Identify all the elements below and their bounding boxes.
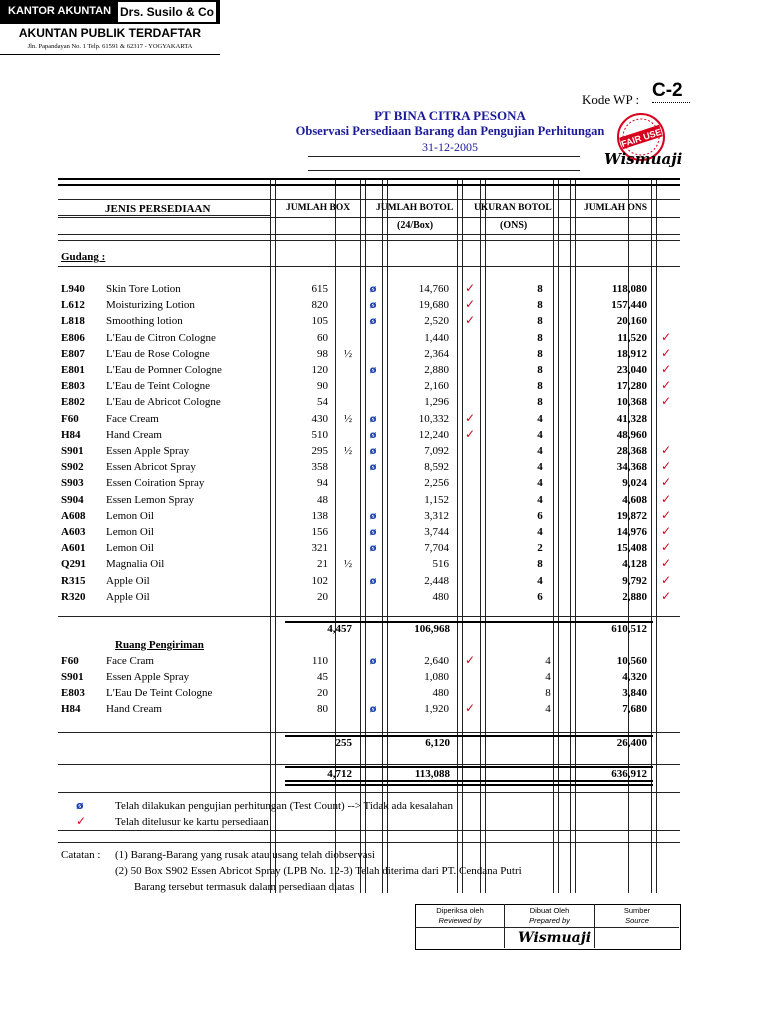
item-code: S901 — [61, 445, 84, 457]
bottle-size: 4 — [537, 526, 543, 538]
notes-label: Catatan : — [61, 849, 101, 861]
preparer-signature: Wismuaji — [518, 930, 592, 946]
item-code: E807 — [61, 348, 85, 360]
box-count: 295 — [311, 445, 328, 457]
item-name: Essen Lemon Spray — [106, 494, 194, 506]
ons-total: 11,520 — [617, 332, 647, 344]
source-label: Sumber — [623, 906, 651, 915]
item-name: Smoothing lotion — [106, 315, 183, 327]
bottle-count: 516 — [432, 558, 449, 570]
pengiriman-total-box: 255 — [335, 737, 352, 749]
half-box: ½ — [343, 558, 353, 570]
bottle-size: 4 — [537, 413, 543, 425]
firm-box — [0, 0, 220, 55]
item-name: Skin Tore Lotion — [106, 283, 181, 295]
box-count: 358 — [311, 461, 328, 473]
col-botol-sub: (24/Box) — [397, 220, 434, 231]
item-name: Face Cream — [106, 413, 159, 425]
reviewed-label-en: Reviewed by — [438, 916, 482, 925]
item-code: R320 — [61, 591, 86, 603]
item-code: F60 — [61, 655, 79, 667]
bottle-count: 1,920 — [424, 703, 449, 715]
grand-total-botol: 113,088 — [414, 768, 450, 780]
col-jenis: JENIS PERSEDIAAN — [105, 203, 211, 215]
half-box: ½ — [343, 348, 353, 360]
box-count: 94 — [317, 477, 328, 489]
traced-check-icon: ✓ — [660, 378, 672, 392]
note-3: Barang tersebut termasuk dalam persediaan diatas — [134, 881, 355, 893]
bottle-count: 3,744 — [424, 526, 449, 538]
ons-total: 48,960 — [616, 429, 647, 441]
traced-check-icon: ✓ — [660, 573, 672, 587]
traced-check-icon: ✓ — [660, 443, 672, 457]
gudang-label: Gudang : — [61, 251, 106, 263]
ons-total: 10,368 — [616, 396, 647, 408]
item-code: S901 — [61, 671, 84, 683]
box-count: 430 — [311, 413, 328, 425]
kode-value: C-2 — [652, 80, 683, 101]
ons-total: 19,872 — [616, 510, 647, 522]
bottle-size: 4 — [537, 494, 543, 506]
ons-total: 18,912 — [616, 348, 647, 360]
box-count: 80 — [317, 703, 328, 715]
ons-total: 10,560 — [616, 655, 647, 667]
bottle-count: 19,680 — [418, 299, 449, 311]
item-code: S902 — [61, 461, 84, 473]
traced-check-icon: ✓ — [660, 508, 672, 522]
box-count: 110 — [311, 655, 328, 667]
bottle-count: 1,152 — [424, 494, 449, 506]
kode-label: Kode WP : — [582, 92, 640, 107]
pengiriman-total-ons: 26,400 — [616, 737, 647, 749]
item-code: S903 — [61, 477, 84, 489]
traced-check-icon: ✓ — [464, 281, 476, 295]
bottle-count: 2,880 — [424, 364, 449, 376]
bottle-count: 7,092 — [424, 445, 449, 457]
firm-kantor: KANTOR AKUNTAN — [8, 5, 112, 17]
bottle-size: 4 — [537, 429, 543, 441]
stamp-text: FAIR USE — [620, 126, 663, 150]
box-count: 98 — [317, 348, 328, 360]
bottle-size: 4 — [537, 445, 543, 457]
ons-total: 118,080 — [611, 283, 647, 295]
bottle-size: 8 — [545, 687, 551, 699]
ons-total: 17,280 — [616, 380, 647, 392]
item-code: H84 — [61, 429, 81, 441]
test-count-icon: ø — [369, 511, 377, 522]
item-code: E803 — [61, 380, 85, 392]
bottle-count: 10,332 — [418, 413, 449, 425]
bottle-size: 4 — [545, 655, 551, 667]
test-count-icon: ø — [369, 284, 377, 295]
item-code: A603 — [61, 526, 86, 538]
test-count-icon: ø — [369, 543, 377, 554]
bottle-count: 2,364 — [424, 348, 449, 360]
item-name: Essen Coiration Spray — [106, 477, 205, 489]
reviewed-label: Diperiksa oleh — [436, 906, 484, 915]
test-count-icon: ø — [369, 300, 377, 311]
bottle-count: 2,640 — [424, 655, 449, 667]
item-code: E801 — [61, 364, 85, 376]
item-name: Lemon Oil — [106, 510, 154, 522]
bottle-size: 6 — [537, 510, 543, 522]
ons-total: 9,792 — [622, 575, 647, 587]
test-count-icon: ø — [369, 462, 377, 473]
box-count: 60 — [317, 332, 328, 344]
bottle-count: 7,704 — [424, 542, 449, 554]
note-2: (2) 50 Box S902 Essen Abricot Spray (LPB No. 12-3) Telah diterima dari PT. Cendana Putri — [115, 865, 522, 877]
traced-check-icon: ✓ — [464, 411, 476, 425]
item-code: S904 — [61, 494, 84, 506]
item-name: L'Eau de Abricot Cologne — [106, 396, 221, 408]
bottle-size: 8 — [537, 315, 543, 327]
test-count-icon: ø — [369, 576, 377, 587]
item-name: Moisturizing Lotion — [106, 299, 195, 311]
test-count-icon: ø — [369, 365, 377, 376]
ons-total: 28,368 — [616, 445, 647, 457]
ons-total: 4,608 — [622, 494, 647, 506]
bottle-size: 8 — [537, 380, 543, 392]
firm-banner — [0, 0, 220, 24]
traced-check-icon: ✓ — [660, 459, 672, 473]
traced-check-icon: ✓ — [660, 524, 672, 538]
pengiriman-total-botol: 6,120 — [425, 737, 450, 749]
item-name: Essen Apple Spray — [106, 671, 190, 683]
item-name: Apple Oil — [106, 591, 150, 603]
ons-total: 7,680 — [622, 703, 647, 715]
item-code: E806 — [61, 332, 85, 344]
item-name: Face Cram — [106, 655, 154, 667]
item-name: L'Eau de Pomner Cologne — [106, 364, 222, 376]
ons-total: 2,880 — [622, 591, 647, 603]
bottle-size: 4 — [537, 461, 543, 473]
ons-total: 4,128 — [622, 558, 647, 570]
bottle-count: 1,440 — [424, 332, 449, 344]
bottle-count: 2,160 — [424, 380, 449, 392]
item-name: Magnalia Oil — [106, 558, 165, 570]
traced-check-icon: ✓ — [464, 297, 476, 311]
test-count-icon: ø — [369, 527, 377, 538]
legend-test-text: Telah dilakukan pengujian perhitungan (Test Count) --> Tidak ada kesalahan — [115, 800, 453, 812]
col-ukuran: UKURAN BOTOL — [474, 203, 552, 213]
box-count: 20 — [317, 591, 328, 603]
firm-name: Drs. Susilo & Co — [118, 2, 216, 22]
item-name: L'Eau De Teint Cologne — [106, 687, 213, 699]
item-name: Essen Abricot Spray — [106, 461, 196, 473]
legend-check-text: Telah ditelusur ke kartu persediaan — [115, 816, 269, 828]
firm-akuntan: AKUNTAN PUBLIK TERDAFTAR — [18, 26, 202, 40]
item-name: L'Eau de Citron Cologne — [106, 332, 216, 344]
ons-total: 34,368 — [616, 461, 647, 473]
bottle-size: 8 — [537, 558, 543, 570]
traced-check-icon: ✓ — [660, 330, 672, 344]
bottle-count: 14,760 — [418, 283, 449, 295]
test-count-icon: ø — [369, 430, 377, 441]
document-title: Observasi Persediaan Barang dan Pengujian Perhitungan — [295, 124, 605, 138]
paraf-signature: Wismuaji — [604, 150, 683, 168]
item-name: Essen Apple Spray — [106, 445, 190, 457]
item-code: R315 — [61, 575, 86, 587]
bottle-count: 3,312 — [424, 510, 449, 522]
item-code: L818 — [61, 315, 85, 327]
item-name: L'Eau de Teint Cologne — [106, 380, 210, 392]
item-code: L940 — [61, 283, 85, 295]
traced-check-icon: ✓ — [660, 475, 672, 489]
bottle-size: 2 — [537, 542, 543, 554]
source-label-en: Source — [625, 916, 649, 925]
box-count: 90 — [317, 380, 328, 392]
traced-check-icon: ✓ — [464, 427, 476, 441]
test-count-icon: ø — [369, 414, 377, 425]
bottle-size: 4 — [537, 575, 543, 587]
bottle-size: 8 — [537, 299, 543, 311]
bottle-count: 2,448 — [424, 575, 449, 587]
ons-total: 20,160 — [616, 315, 647, 327]
ons-total: 157,440 — [611, 299, 647, 311]
gudang-total-botol: 106,968 — [414, 623, 450, 635]
gudang-total-ons: 610,512 — [611, 623, 647, 635]
ons-total: 23,040 — [616, 364, 647, 376]
legend-check-icon: ✓ — [76, 814, 87, 828]
col-ons: JUMLAH ONS — [584, 203, 648, 213]
box-count: 820 — [311, 299, 328, 311]
traced-check-icon: ✓ — [464, 653, 476, 667]
box-count: 105 — [311, 315, 328, 327]
item-name: Hand Cream — [106, 703, 162, 715]
item-name: Lemon Oil — [106, 542, 154, 554]
box-count: 45 — [317, 671, 328, 683]
box-count: 48 — [317, 494, 328, 506]
item-code: A608 — [61, 510, 86, 522]
box-count: 20 — [317, 687, 328, 699]
bottle-size: 4 — [545, 703, 551, 715]
traced-check-icon: ✓ — [660, 589, 672, 603]
box-count: 321 — [311, 542, 328, 554]
traced-check-icon: ✓ — [464, 313, 476, 327]
item-code: E803 — [61, 687, 85, 699]
bottle-count: 1,296 — [424, 396, 449, 408]
note-1: (1) Barang-Barang yang rusak atau usang telah diobservasi — [115, 849, 375, 861]
item-code: Q291 — [61, 558, 87, 570]
bottle-size: 4 — [545, 671, 551, 683]
prepared-label-en: Prepared by — [529, 916, 570, 925]
bottle-size: 8 — [537, 348, 543, 360]
item-name: Apple Oil — [106, 575, 150, 587]
col-box: JUMLAH BOX — [286, 203, 351, 213]
item-name: L'Eau de Rose Cologne — [106, 348, 210, 360]
bottle-size: 4 — [537, 477, 543, 489]
bottle-size: 8 — [537, 396, 543, 408]
box-count: 21 — [317, 558, 328, 570]
legend-test-icon: ø — [76, 799, 84, 812]
company-name: PT BINA CITRA PESONA — [374, 108, 526, 123]
ons-total: 14,976 — [616, 526, 647, 538]
item-code: L612 — [61, 299, 85, 311]
test-count-icon: ø — [369, 446, 377, 457]
box-count: 138 — [311, 510, 328, 522]
bottle-size: 8 — [537, 364, 543, 376]
box-count: 120 — [311, 364, 328, 376]
test-count-icon: ø — [369, 316, 377, 327]
traced-check-icon: ✓ — [660, 346, 672, 360]
ons-total: 41,328 — [616, 413, 647, 425]
bottle-count: 8,592 — [424, 461, 449, 473]
traced-check-icon: ✓ — [464, 701, 476, 715]
traced-check-icon: ✓ — [660, 492, 672, 506]
item-code: F60 — [61, 413, 79, 425]
bottle-size: 8 — [537, 332, 543, 344]
grand-total-box: 4,712 — [327, 768, 352, 780]
box-count: 156 — [311, 526, 328, 538]
ons-total: 9,024 — [622, 477, 647, 489]
traced-check-icon: ✓ — [660, 540, 672, 554]
bottle-count: 2,520 — [424, 315, 449, 327]
bottle-size: 6 — [537, 591, 543, 603]
half-box: ½ — [343, 413, 353, 425]
ons-total: 15,408 — [616, 542, 647, 554]
bottle-count: 1,080 — [424, 671, 449, 683]
bottle-size: 8 — [537, 283, 543, 295]
pengiriman-label: Ruang Pengiriman — [115, 639, 204, 651]
traced-check-icon: ✓ — [660, 556, 672, 570]
col-ukuran-sub: (ONS) — [500, 220, 528, 231]
item-code: E802 — [61, 396, 85, 408]
bottle-count: 12,240 — [418, 429, 449, 441]
test-count-icon: ø — [369, 704, 377, 715]
ons-total: 4,320 — [622, 671, 647, 683]
box-count: 54 — [317, 396, 328, 408]
item-code: A601 — [61, 542, 86, 554]
box-count: 510 — [311, 429, 328, 441]
half-box: ½ — [343, 445, 353, 457]
bottle-count: 480 — [432, 687, 449, 699]
box-count: 615 — [311, 283, 328, 295]
item-name: Hand Cream — [106, 429, 162, 441]
col-botol: JUMLAH BOTOL — [376, 203, 454, 213]
firm-address: Jln. Papandayan No. 1 Telp. 61591 & 62317 - YOGYAKARTA — [27, 43, 193, 50]
traced-check-icon: ✓ — [660, 394, 672, 408]
document-date: 31-12-2005 — [422, 140, 478, 154]
traced-check-icon: ✓ — [660, 362, 672, 376]
bottle-count: 480 — [432, 591, 449, 603]
box-count: 102 — [311, 575, 328, 587]
item-name: Lemon Oil — [106, 526, 154, 538]
ons-total: 3,840 — [622, 687, 647, 699]
gudang-total-box: 4,457 — [327, 623, 352, 635]
grand-total-ons: 636,912 — [611, 768, 647, 780]
test-count-icon: ø — [369, 656, 377, 667]
item-code: H84 — [61, 703, 81, 715]
prepared-label: Dibuat Oleh — [529, 906, 570, 915]
bottle-count: 2,256 — [424, 477, 449, 489]
